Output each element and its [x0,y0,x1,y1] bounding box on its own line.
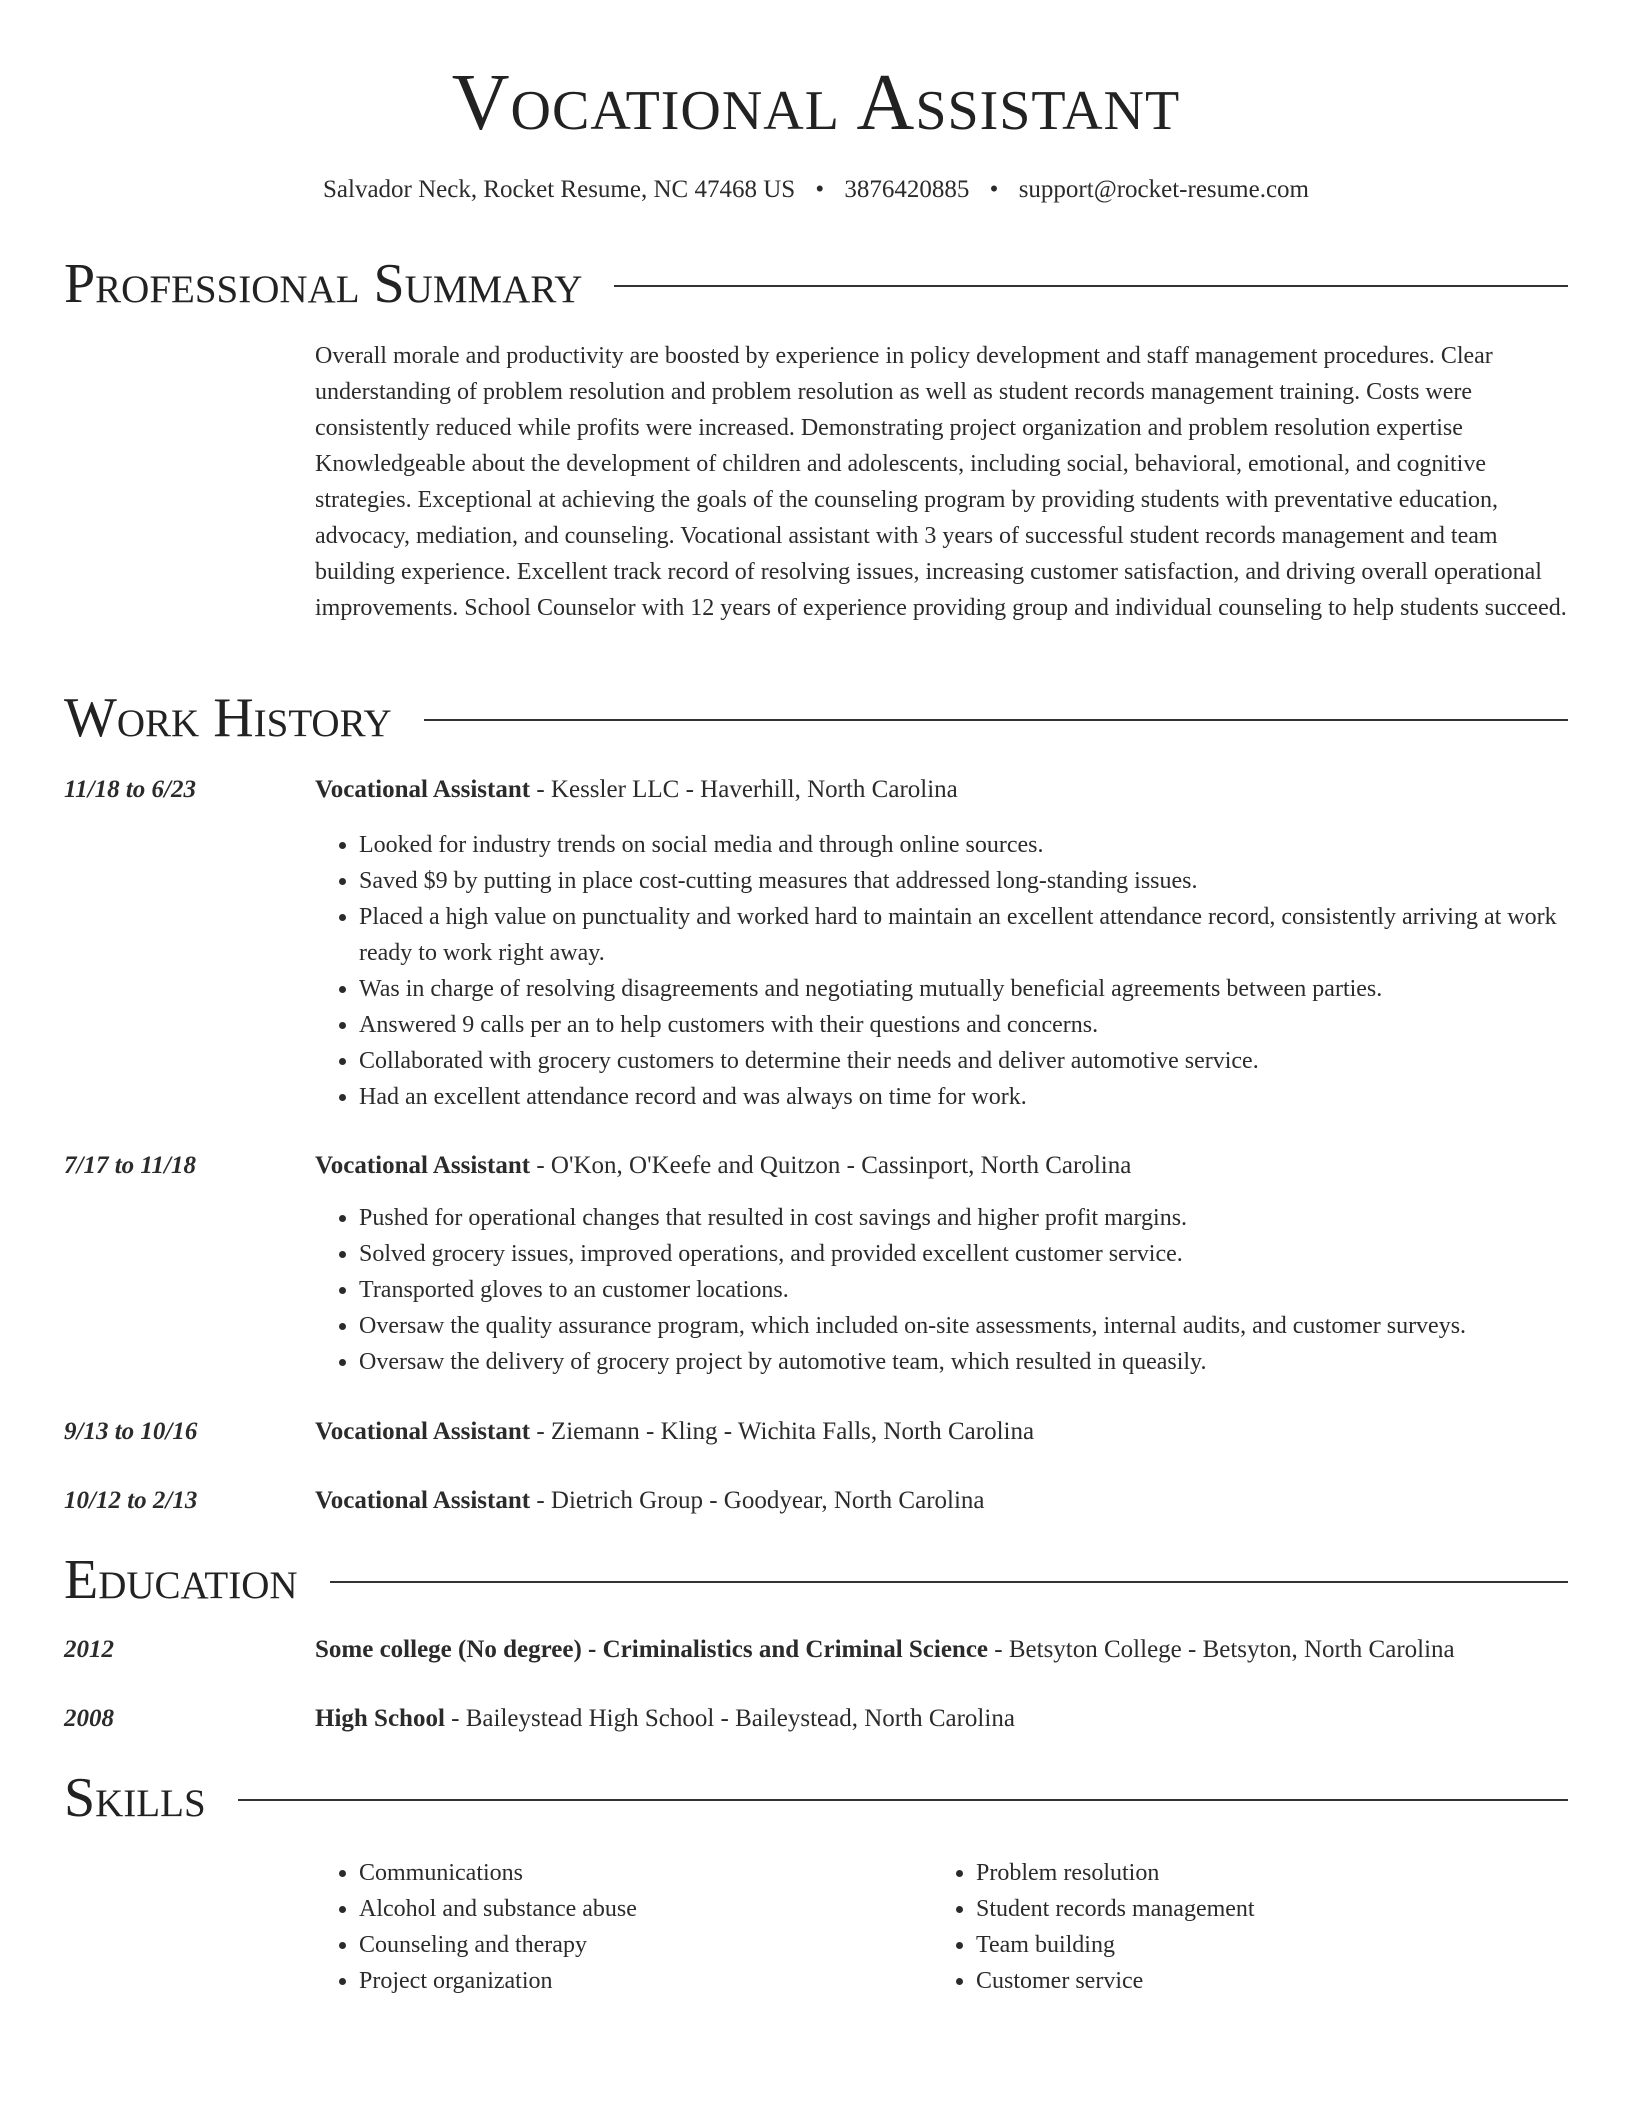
job-bullet: • Solved grocery issues, improved operations, and provided excellent customer service. [359,1236,1612,1272]
job-bullets [315,1200,1612,1380]
job-title: Vocational Assistant [315,1418,531,1445]
candidate-name: Vocational Assistant [451,59,1181,147]
contact-address: Salvador Neck, Rocket Resume, NC 47468 US [323,176,796,203]
education-school: - Baileystead High School - Baileystead, North Carolina [444,1705,1015,1732]
job-bullet: • Had an excellent attendance record and was always on time for work. [359,1079,1612,1115]
section-divider [424,719,1568,721]
education-year: 2012 [64,1636,114,1663]
job-dates: 7/17 to 11/18 [64,1152,196,1179]
skills-list-right [932,1855,1536,1999]
section-divider [614,285,1568,287]
job-bullet: • Was in charge of resolving disagreements and negotiating mutually beneficial agreements between parties. [359,971,1612,1007]
job-bullet: • Oversaw the delivery of grocery project by automotive team, which resulted in queasily. [359,1344,1612,1380]
skill-item: • Project organization [359,1963,919,1999]
job-bullet: • Transported gloves to an customer locations. [359,1272,1612,1308]
education-degree: Some college (No degree) - Criminalistics and Criminal Science [315,1636,989,1663]
education-degree: High School [315,1705,445,1732]
job-title-line [315,1483,1568,1519]
job-bullet: • Saved $9 by putting in place cost-cutting measures that addressed long-standing issues. [359,863,1612,899]
skills-list-left [315,1855,919,1999]
skill-item: • Student records management [976,1891,1536,1927]
education-line [315,1632,1568,1668]
job-bullet: • Answered 9 calls per an to help customers with their questions and concerns. [359,1007,1612,1043]
job-bullet: • Collaborated with grocery customers to determine their needs and deliver automotive service. [359,1043,1612,1079]
job-title: Vocational Assistant [315,1152,531,1179]
contact-phone: 3876420885 [844,176,970,203]
job-employer: - Dietrich Group - Goodyear, North Carolina [530,1487,985,1514]
skill-item: • Alcohol and substance abuse [359,1891,919,1927]
education-section-header [64,1548,1568,1612]
skill-item: • Counseling and therapy [359,1927,919,1963]
job-bullet: • Looked for industry trends on social media and through online sources. [359,827,1612,863]
job-dates: 11/18 to 6/23 [64,776,196,803]
contact-email: support@rocket-resume.com [1018,176,1309,203]
job-title: Vocational Assistant [315,776,531,803]
skills-heading: Skills [64,1767,206,1829]
summary-heading: Professional Summary [64,253,583,315]
job-bullet: • Pushed for operational changes that resulted in cost savings and higher profit margins. [359,1200,1612,1236]
job-employer: - O'Kon, O'Keefe and Quitzon - Cassinport, North Carolina [530,1152,1132,1179]
education-heading: Education [64,1549,298,1611]
job-employer: - Kessler LLC - Haverhill, North Carolina [530,776,958,803]
summary-section-header [64,252,1568,316]
skill-item: • Communications [359,1855,919,1891]
skill-item: • Customer service [976,1963,1536,1999]
job-dates: 10/12 to 2/13 [64,1487,198,1514]
section-divider [238,1799,1568,1801]
summary-text: Overall morale and productivity are boosted by experience in policy development and staff management procedures. Clear understanding of problem resolution and problem resolution as well as student records management training. Costs were consistently reduced while profits were increased. Demonstrating project organization and problem resolution expertise Knowledgeable about the development of children and adolescents, including social, behavioral, emotional, and cognitive strategies. Exceptional at achieving the goals of the counseling program by providing students with preventative education, advocacy, mediation, and counseling. Vocational assistant with 3 years of successful student records management and team building experience. Excellent track record of resolving issues, increasing customer satisfaction, and driving overall operational improvements. School Counselor with 12 years of experience providing group and individual counseling to help students succeed. [315,343,1567,621]
work-section-header [64,686,1568,750]
work-heading: Work History [64,687,392,749]
skill-item: • Team building [976,1927,1536,1963]
job-bullets [315,827,1612,1115]
job-bullet: • Oversaw the quality assurance program, which included on-site assessments, internal audits, and customer surveys. [359,1308,1612,1344]
job-employer: - Ziemann - Kling - Wichita Falls, North Carolina [530,1418,1035,1445]
education-line [315,1701,1568,1737]
skill-item: • Problem resolution [976,1855,1536,1891]
contact-line [0,172,1632,208]
job-title-line [315,1148,1568,1184]
section-divider [330,1581,1568,1583]
job-bullet: • Placed a high value on punctuality and worked hard to maintain an excellent attendance record, consistently arriving at work ready to work right away. [359,899,1612,971]
contact-separator: • [815,176,825,203]
job-dates: 9/13 to 10/16 [64,1418,198,1445]
skills-section-header [64,1766,1568,1830]
contact-separator: • [989,176,999,203]
job-title: Vocational Assistant [315,1487,531,1514]
job-title-line [315,772,1568,808]
job-title-line [315,1414,1568,1450]
education-school: - Betsyton College - Betsyton, North Carolina [988,1636,1455,1663]
education-year: 2008 [64,1705,114,1732]
